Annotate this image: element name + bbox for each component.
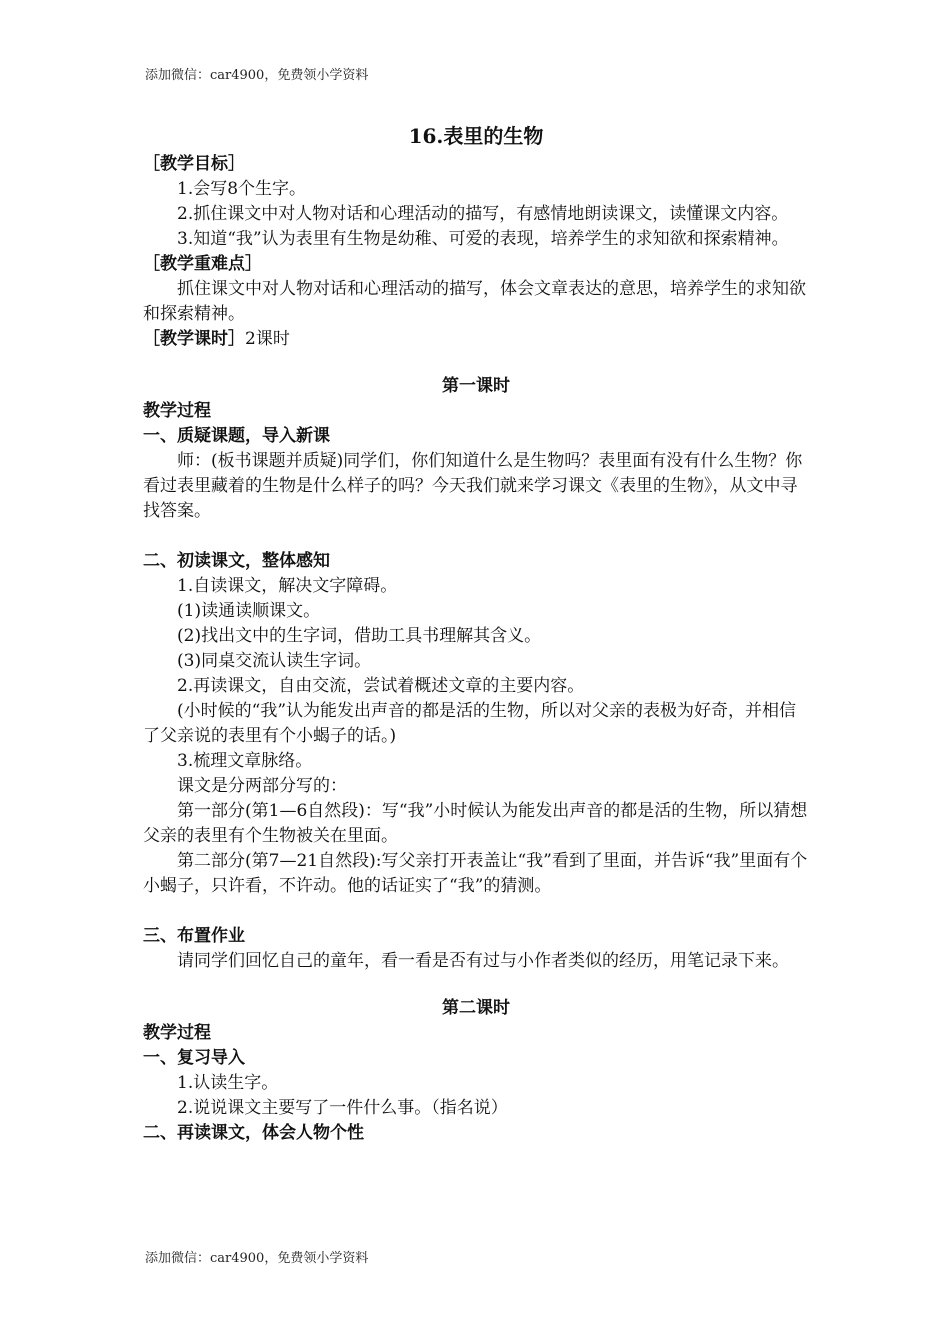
list-item: (3)同桌交流认读生字词。 <box>177 651 372 671</box>
lesson1-section2-heading: 二、初读课文，整体感知 <box>143 551 330 571</box>
lesson2-process: 教学过程 <box>143 1023 211 1043</box>
page-title: 16.表里的生物 <box>408 124 544 148</box>
list-item: (小时候的“我”认为能发出声音的都是活的生物，所以对父亲的表极为好奇，并相信了父亲说的表里有个小蝎子的话。) <box>143 701 797 746</box>
goal-item: 3.知道“我”认为表里有生物是幼稚、可爱的表现，培养学生的求知欲和探索精神。 <box>177 229 789 249</box>
document-body <box>143 122 809 1146</box>
lesson1-process: 教学过程 <box>143 401 211 421</box>
lesson2-section1-heading: 一、复习导入 <box>143 1048 245 1068</box>
list-item: 2.再读课文，自由交流，尝试着概述文章的主要内容。 <box>177 676 585 696</box>
list-item: 2.说说课文主要写了一件什么事。（指名说） <box>177 1098 508 1118</box>
lesson1-section1-text: 师：(板书课题并质疑)同学们，你们知道什么是生物吗？表里面有没有什么生物？你看过表里藏着的生物是什么样子的吗？今天我们就来学习课文《表里的生物》，从文中寻找答案。 <box>143 451 803 521</box>
lesson1-section1-heading: 一、质疑课题，导入新课 <box>143 426 330 446</box>
list-item: 第一部分(第1—6自然段)：写“我”小时候认为能发出声音的都是活的生物，所以猜想父亲的表里有个生物被关在里面。 <box>143 801 808 846</box>
list-item: (1)读通读顺课文。 <box>177 601 321 621</box>
key-points-text: 抓住课文中对人物对话和心理活动的描写，体会文章表达的意思，培养学生的求知欲和探索精神。 <box>143 279 806 324</box>
lesson1-title: 第一课时 <box>442 376 510 396</box>
hours-heading: ［教学课时］ <box>143 329 245 349</box>
lesson1-section3-text: 请同学们回忆自己的童年，看一看是否有过与小作者类似的经历，用笔记录下来。 <box>177 951 789 971</box>
footer-note: 添加微信：car4900，免费领小学资料 <box>145 1251 369 1266</box>
lesson1-section3-heading: 三、布置作业 <box>143 926 245 946</box>
list-item: 第二部分(第7—21自然段):写父亲打开表盖让“我”看到了里面，并告诉“我”里面有个小蝎子，只许看，不许动。他的话证实了“我”的猜测。 <box>143 851 808 896</box>
goal-item: 2.抓住课文中对人物对话和心理活动的描写，有感情地朗读课文，读懂课文内容。 <box>177 204 789 224</box>
header-note: 添加微信：car4900，免费领小学资料 <box>145 68 369 83</box>
hours-line <box>143 327 809 352</box>
lesson2-section2-heading: 二、再读课文，体会人物个性 <box>143 1123 364 1143</box>
list-item: 1.认读生字。 <box>177 1073 279 1093</box>
hours-value: 2课时 <box>245 329 290 349</box>
lesson2-title: 第二课时 <box>442 998 510 1018</box>
list-item: 课文是分两部分写的： <box>177 776 347 796</box>
list-item: (2)找出文中的生字词，借助工具书理解其含义。 <box>177 626 542 646</box>
goals-heading: ［教学目标］ <box>143 154 245 174</box>
list-item: 3.梳理文章脉络。 <box>177 751 313 771</box>
goal-item: 1.会写8个生字。 <box>177 179 307 199</box>
list-item: 1.自读课文，解决文字障碍。 <box>177 576 398 596</box>
key-points-heading: ［教学重难点］ <box>143 254 262 274</box>
